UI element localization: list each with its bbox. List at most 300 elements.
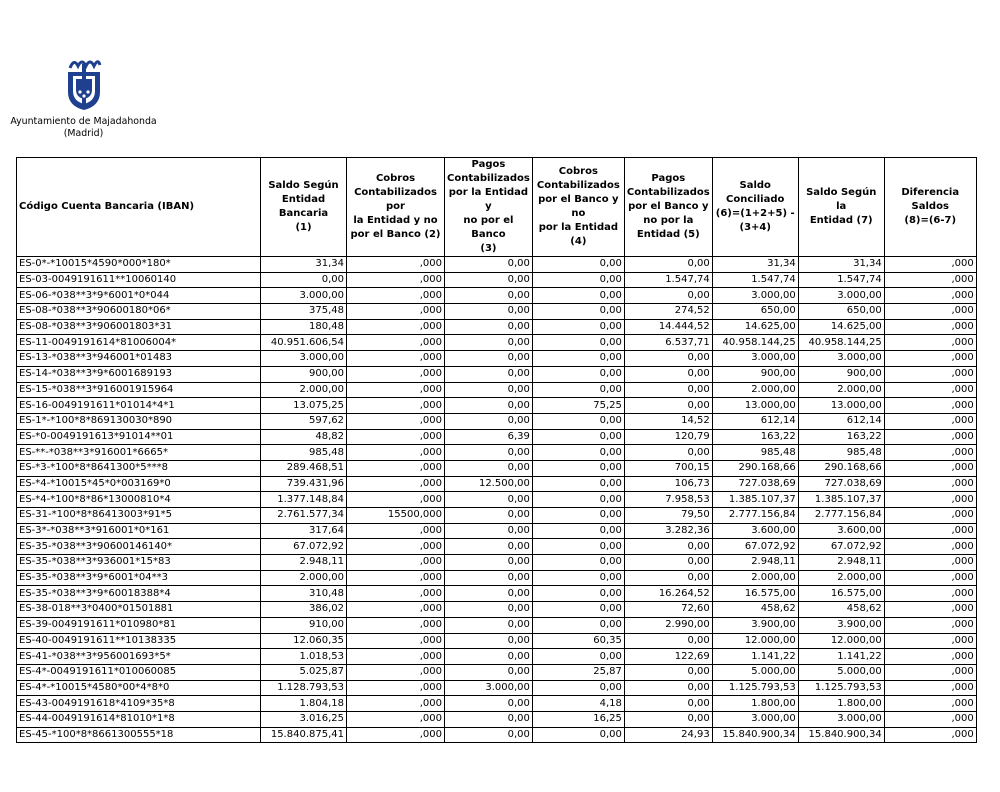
cell-iban: ES-35-*038**3*9*6001*04**3 xyxy=(17,570,261,586)
cell-reconciled-balance: 31,34 xyxy=(712,257,798,273)
cell-bank-balance: 3.016,25 xyxy=(261,711,347,727)
cell-bank-payments: 0,00 xyxy=(624,351,712,367)
cell-bank-payments: 0,00 xyxy=(624,696,712,712)
cell-iban: ES-38-018**3*0400*01501881 xyxy=(17,602,261,618)
cell-bank-receipts: 0,00 xyxy=(532,570,624,586)
column-header-line: Cobros xyxy=(558,166,598,177)
cell-entity-payments: 12.500,00 xyxy=(445,476,533,492)
cell-entity-balance: 2.000,00 xyxy=(798,570,884,586)
cell-balance-difference: ,000 xyxy=(884,680,976,696)
cell-reconciled-balance: 1.125.793,53 xyxy=(712,680,798,696)
cell-balance-difference: ,000 xyxy=(884,633,976,649)
cell-bank-receipts: 0,00 xyxy=(532,445,624,461)
cell-bank-payments: 14,52 xyxy=(624,413,712,429)
cell-entity-receipts: ,000 xyxy=(347,570,445,586)
cell-bank-balance: 31,34 xyxy=(261,257,347,273)
cell-bank-payments: 120,79 xyxy=(624,429,712,445)
cell-entity-receipts: ,000 xyxy=(347,304,445,320)
cell-bank-receipts: 0,00 xyxy=(532,382,624,398)
cell-balance-difference: ,000 xyxy=(884,272,976,288)
cell-bank-receipts: 0,00 xyxy=(532,539,624,555)
cell-balance-difference: ,000 xyxy=(884,460,976,476)
column-header-bank-receipts xyxy=(532,158,624,257)
cell-balance-difference: ,000 xyxy=(884,304,976,320)
coat-of-arms-icon xyxy=(64,56,104,112)
cell-entity-receipts: ,000 xyxy=(347,539,445,555)
cell-entity-payments: 0,00 xyxy=(445,570,533,586)
cell-balance-difference: ,000 xyxy=(884,727,976,743)
cell-entity-payments: 0,00 xyxy=(445,727,533,743)
column-header-line: (3+4) xyxy=(739,222,771,233)
cell-reconciled-balance: 727.038,69 xyxy=(712,476,798,492)
cell-entity-receipts: ,000 xyxy=(347,664,445,680)
cell-iban: ES-13-*038**3*946001*01483 xyxy=(17,351,261,367)
cell-bank-payments: 16.264,52 xyxy=(624,586,712,602)
cell-entity-receipts: ,000 xyxy=(347,523,445,539)
cell-iban: ES-*0-0049191613*91014**01 xyxy=(17,429,261,445)
column-header-balance-difference xyxy=(884,158,976,257)
cell-bank-payments: 0,00 xyxy=(624,711,712,727)
cell-balance-difference: ,000 xyxy=(884,382,976,398)
cell-bank-balance: 985,48 xyxy=(261,445,347,461)
cell-balance-difference: ,000 xyxy=(884,445,976,461)
table-row xyxy=(17,539,977,555)
cell-bank-receipts: 0,00 xyxy=(532,727,624,743)
cell-bank-receipts: 0,00 xyxy=(532,508,624,524)
cell-bank-payments: 0,00 xyxy=(624,664,712,680)
cell-entity-receipts: ,000 xyxy=(347,366,445,382)
cell-bank-receipts: 0,00 xyxy=(532,649,624,665)
column-header-reconciled-balance xyxy=(712,158,798,257)
cell-entity-receipts: ,000 xyxy=(347,586,445,602)
cell-entity-payments: 0,00 xyxy=(445,617,533,633)
cell-bank-payments: 0,00 xyxy=(624,257,712,273)
cell-iban: ES-40-0049191611**10138335 xyxy=(17,633,261,649)
cell-iban: ES-14-*038**3*9*6001689193 xyxy=(17,366,261,382)
cell-bank-receipts: 0,00 xyxy=(532,257,624,273)
cell-balance-difference: ,000 xyxy=(884,476,976,492)
cell-bank-receipts: 0,00 xyxy=(532,272,624,288)
table-row xyxy=(17,633,977,649)
cell-entity-payments: 0,00 xyxy=(445,633,533,649)
cell-bank-payments: 3.282,36 xyxy=(624,523,712,539)
cell-bank-payments: 0,00 xyxy=(624,570,712,586)
cell-iban: ES-16-0049191611*01014*4*1 xyxy=(17,398,261,414)
cell-bank-balance: 15.840.875,41 xyxy=(261,727,347,743)
cell-balance-difference: ,000 xyxy=(884,523,976,539)
cell-balance-difference: ,000 xyxy=(884,398,976,414)
cell-entity-balance: 67.072,92 xyxy=(798,539,884,555)
cell-entity-receipts: ,000 xyxy=(347,649,445,665)
cell-entity-balance: 5.000,00 xyxy=(798,664,884,680)
cell-bank-balance: 48,82 xyxy=(261,429,347,445)
cell-entity-receipts: ,000 xyxy=(347,445,445,461)
cell-bank-payments: 106,73 xyxy=(624,476,712,492)
cell-entity-receipts: ,000 xyxy=(347,492,445,508)
cell-bank-balance: 386,02 xyxy=(261,602,347,618)
column-header-line: (3) xyxy=(480,243,497,254)
cell-bank-receipts: 0,00 xyxy=(532,680,624,696)
column-header-line: por la Entidad (4) xyxy=(538,222,619,247)
cell-entity-receipts: ,000 xyxy=(347,711,445,727)
cell-entity-payments: 0,00 xyxy=(445,413,533,429)
cell-bank-payments: 0,00 xyxy=(624,633,712,649)
column-header-line: (8)=(6-7) xyxy=(904,215,957,226)
cell-iban: ES-08-*038**3*906001803*31 xyxy=(17,319,261,335)
cell-entity-receipts: ,000 xyxy=(347,460,445,476)
table-row xyxy=(17,335,977,351)
cell-bank-payments: 1.547,74 xyxy=(624,272,712,288)
table-row xyxy=(17,304,977,320)
column-header-line: por el Banco y xyxy=(628,201,709,212)
cell-reconciled-balance: 14.625,00 xyxy=(712,319,798,335)
column-header-bank-balance xyxy=(261,158,347,257)
column-header-line: Pagos xyxy=(471,159,506,170)
cell-entity-receipts: ,000 xyxy=(347,617,445,633)
cell-entity-balance: 650,00 xyxy=(798,304,884,320)
cell-iban: ES-44-0049191614*81010*1*8 xyxy=(17,711,261,727)
cell-iban: ES-45-*100*8*8661300555*18 xyxy=(17,727,261,743)
table-row xyxy=(17,492,977,508)
cell-entity-payments: 0,00 xyxy=(445,319,533,335)
cell-balance-difference: ,000 xyxy=(884,570,976,586)
cell-reconciled-balance: 985,48 xyxy=(712,445,798,461)
cell-entity-balance: 163,22 xyxy=(798,429,884,445)
cell-entity-payments: 0,00 xyxy=(445,351,533,367)
cell-entity-payments: 0,00 xyxy=(445,366,533,382)
cell-bank-receipts: 0,00 xyxy=(532,617,624,633)
cell-bank-balance: 1.018,53 xyxy=(261,649,347,665)
cell-bank-receipts: 0,00 xyxy=(532,304,624,320)
cell-reconciled-balance: 612,14 xyxy=(712,413,798,429)
cell-bank-receipts: 75,25 xyxy=(532,398,624,414)
cell-bank-receipts: 0,00 xyxy=(532,523,624,539)
cell-entity-balance: 3.000,00 xyxy=(798,351,884,367)
cell-entity-payments: 0,00 xyxy=(445,304,533,320)
cell-reconciled-balance: 1.800,00 xyxy=(712,696,798,712)
cell-entity-receipts: ,000 xyxy=(347,602,445,618)
column-header-line: la Entidad y no xyxy=(353,215,438,226)
cell-balance-difference: ,000 xyxy=(884,413,976,429)
table-row xyxy=(17,555,977,571)
table-row xyxy=(17,649,977,665)
cell-iban: ES-11-0049191614*81006004* xyxy=(17,335,261,351)
cell-entity-receipts: ,000 xyxy=(347,335,445,351)
cell-entity-receipts: ,000 xyxy=(347,413,445,429)
cell-bank-balance: 317,64 xyxy=(261,523,347,539)
column-header-line: por el Banco y no xyxy=(538,194,619,219)
cell-bank-balance: 375,48 xyxy=(261,304,347,320)
cell-bank-receipts: 0,00 xyxy=(532,429,624,445)
cell-bank-payments: 7.958,53 xyxy=(624,492,712,508)
cell-reconciled-balance: 13.000,00 xyxy=(712,398,798,414)
cell-entity-balance: 1.800,00 xyxy=(798,696,884,712)
column-header-line: Diferencia Saldos xyxy=(901,187,960,212)
cell-entity-payments: 0,00 xyxy=(445,696,533,712)
cell-bank-receipts: 0,00 xyxy=(532,555,624,571)
cell-entity-payments: 0,00 xyxy=(445,492,533,508)
column-header-entity-receipts xyxy=(347,158,445,257)
cell-bank-payments: 72,60 xyxy=(624,602,712,618)
cell-reconciled-balance: 40.958.144,25 xyxy=(712,335,798,351)
table-row xyxy=(17,272,977,288)
table-row xyxy=(17,586,977,602)
cell-iban: ES-03-0049191611**10060140 xyxy=(17,272,261,288)
cell-iban: ES-35-*038**3*90600146140* xyxy=(17,539,261,555)
cell-bank-payments: 0,00 xyxy=(624,539,712,555)
table-row xyxy=(17,727,977,743)
table-row xyxy=(17,460,977,476)
cell-reconciled-balance: 2.000,00 xyxy=(712,382,798,398)
cell-entity-payments: 0,00 xyxy=(445,586,533,602)
cell-reconciled-balance: 3.900,00 xyxy=(712,617,798,633)
table-row xyxy=(17,508,977,524)
cell-bank-payments: 0,00 xyxy=(624,288,712,304)
column-header-line: por la Entidad y xyxy=(448,187,529,212)
cell-reconciled-balance: 15.840.900,34 xyxy=(712,727,798,743)
cell-entity-balance: 3.600,00 xyxy=(798,523,884,539)
cell-balance-difference: ,000 xyxy=(884,508,976,524)
cell-entity-receipts: ,000 xyxy=(347,633,445,649)
cell-entity-balance: 12.000,00 xyxy=(798,633,884,649)
column-header-bank-payments xyxy=(624,158,712,257)
cell-entity-receipts: ,000 xyxy=(347,257,445,273)
cell-reconciled-balance: 3.000,00 xyxy=(712,351,798,367)
cell-entity-balance: 900,00 xyxy=(798,366,884,382)
cell-bank-receipts: 0,00 xyxy=(532,602,624,618)
cell-bank-balance: 2.948,11 xyxy=(261,555,347,571)
cell-reconciled-balance: 2.777.156,84 xyxy=(712,508,798,524)
cell-entity-receipts: ,000 xyxy=(347,476,445,492)
cell-bank-receipts: 0,00 xyxy=(532,319,624,335)
cell-balance-difference: ,000 xyxy=(884,366,976,382)
cell-bank-receipts: 0,00 xyxy=(532,586,624,602)
cell-entity-balance: 985,48 xyxy=(798,445,884,461)
cell-bank-receipts: 0,00 xyxy=(532,460,624,476)
cell-bank-payments: 24,93 xyxy=(624,727,712,743)
cell-entity-payments: 0,00 xyxy=(445,649,533,665)
cell-entity-payments: 0,00 xyxy=(445,555,533,571)
cell-bank-balance: 2.761.577,34 xyxy=(261,508,347,524)
cell-reconciled-balance: 163,22 xyxy=(712,429,798,445)
cell-entity-balance: 1.141,22 xyxy=(798,649,884,665)
cell-entity-balance: 727.038,69 xyxy=(798,476,884,492)
table-row xyxy=(17,351,977,367)
cell-reconciled-balance: 1.141,22 xyxy=(712,649,798,665)
cell-entity-receipts: ,000 xyxy=(347,727,445,743)
column-header-line: Cobros xyxy=(375,173,416,184)
cell-iban: ES-41-*038**3*956001693*5* xyxy=(17,649,261,665)
table-row xyxy=(17,319,977,335)
cell-bank-receipts: 0,00 xyxy=(532,351,624,367)
cell-bank-balance: 40.951.606,54 xyxy=(261,335,347,351)
bank-reconciliation-table xyxy=(16,157,977,743)
cell-balance-difference: ,000 xyxy=(884,335,976,351)
cell-iban: ES-08-*038**3*90600180*06* xyxy=(17,304,261,320)
cell-entity-receipts: ,000 xyxy=(347,555,445,571)
column-header-iban xyxy=(17,158,261,257)
cell-iban: ES-15-*038**3*916001915964 xyxy=(17,382,261,398)
cell-entity-payments: 0,00 xyxy=(445,272,533,288)
cell-bank-payments: 0,00 xyxy=(624,445,712,461)
cell-entity-receipts: ,000 xyxy=(347,696,445,712)
cell-entity-balance: 40.958.144,25 xyxy=(798,335,884,351)
table-row xyxy=(17,602,977,618)
table-row xyxy=(17,711,977,727)
cell-entity-payments: 0,00 xyxy=(445,398,533,414)
column-header-line: Contabilizados xyxy=(447,173,530,184)
cell-bank-payments: 6.537,71 xyxy=(624,335,712,351)
cell-balance-difference: ,000 xyxy=(884,429,976,445)
column-header-line: Entidad (5) xyxy=(636,229,700,240)
cell-reconciled-balance: 67.072,92 xyxy=(712,539,798,555)
cell-entity-payments: 6,39 xyxy=(445,429,533,445)
cell-bank-balance: 12.060,35 xyxy=(261,633,347,649)
cell-reconciled-balance: 16.575,00 xyxy=(712,586,798,602)
table-row xyxy=(17,476,977,492)
cell-entity-payments: 0,00 xyxy=(445,460,533,476)
table-row xyxy=(17,413,977,429)
cell-entity-payments: 0,00 xyxy=(445,508,533,524)
cell-entity-receipts: ,000 xyxy=(347,382,445,398)
cell-iban: ES-*3-*100*8*8641300*5***8 xyxy=(17,460,261,476)
column-header-line: por el Banco (2) xyxy=(350,229,441,240)
cell-balance-difference: ,000 xyxy=(884,602,976,618)
cell-balance-difference: ,000 xyxy=(884,649,976,665)
cell-entity-balance: 3.000,00 xyxy=(798,711,884,727)
cell-bank-payments: 14.444,52 xyxy=(624,319,712,335)
cell-iban: ES-43-0049191618*4109*35*8 xyxy=(17,696,261,712)
cell-entity-balance: 2.000,00 xyxy=(798,382,884,398)
table-row xyxy=(17,617,977,633)
cell-reconciled-balance: 1.385.107,37 xyxy=(712,492,798,508)
column-header-line: Entidad (7) xyxy=(809,215,873,226)
table-row xyxy=(17,696,977,712)
column-header-entity-payments xyxy=(445,158,533,257)
table-body xyxy=(17,257,977,743)
cell-iban: ES-**-*038**3*916001*6665* xyxy=(17,445,261,461)
cell-bank-payments: 79,50 xyxy=(624,508,712,524)
cell-bank-balance: 310,48 xyxy=(261,586,347,602)
column-header-entity-balance xyxy=(798,158,884,257)
cell-balance-difference: ,000 xyxy=(884,664,976,680)
organization-location: (Madrid) xyxy=(63,128,104,139)
cell-bank-payments: 0,00 xyxy=(624,366,712,382)
cell-entity-payments: 3.000,00 xyxy=(445,680,533,696)
cell-balance-difference: ,000 xyxy=(884,288,976,304)
cell-reconciled-balance: 650,00 xyxy=(712,304,798,320)
cell-bank-balance: 2.000,00 xyxy=(261,382,347,398)
cell-entity-balance: 15.840.900,34 xyxy=(798,727,884,743)
cell-bank-balance: 3.000,00 xyxy=(261,288,347,304)
cell-entity-balance: 2.948,11 xyxy=(798,555,884,571)
cell-bank-payments: 2.990,00 xyxy=(624,617,712,633)
cell-entity-receipts: ,000 xyxy=(347,429,445,445)
column-header-line: (1) xyxy=(295,222,312,233)
cell-bank-payments: 122,69 xyxy=(624,649,712,665)
table-row xyxy=(17,523,977,539)
cell-bank-balance: 289.468,51 xyxy=(261,460,347,476)
cell-reconciled-balance: 2.000,00 xyxy=(712,570,798,586)
cell-bank-balance: 2.000,00 xyxy=(261,570,347,586)
cell-iban: ES-3*-*038**3*916001*0*161 xyxy=(17,523,261,539)
cell-entity-receipts: ,000 xyxy=(347,288,445,304)
cell-entity-balance: 1.385.107,37 xyxy=(798,492,884,508)
cell-balance-difference: ,000 xyxy=(884,696,976,712)
cell-bank-balance: 739.431,96 xyxy=(261,476,347,492)
cell-reconciled-balance: 3.000,00 xyxy=(712,711,798,727)
cell-reconciled-balance: 290.168,66 xyxy=(712,460,798,476)
cell-iban: ES-1*-*100*8*869130030*890 xyxy=(17,413,261,429)
cell-bank-receipts: 0,00 xyxy=(532,335,624,351)
cell-bank-balance: 1.804,18 xyxy=(261,696,347,712)
cell-entity-balance: 2.777.156,84 xyxy=(798,508,884,524)
cell-bank-balance: 910,00 xyxy=(261,617,347,633)
cell-balance-difference: ,000 xyxy=(884,539,976,555)
column-header-line: Código Cuenta Bancaria (IBAN) xyxy=(19,201,195,212)
cell-bank-balance: 0,00 xyxy=(261,272,347,288)
cell-entity-balance: 1.547,74 xyxy=(798,272,884,288)
cell-reconciled-balance: 12.000,00 xyxy=(712,633,798,649)
table-row xyxy=(17,570,977,586)
cell-entity-receipts: ,000 xyxy=(347,272,445,288)
cell-entity-payments: 0,00 xyxy=(445,602,533,618)
cell-entity-payments: 0,00 xyxy=(445,445,533,461)
cell-balance-difference: ,000 xyxy=(884,319,976,335)
cell-entity-payments: 0,00 xyxy=(445,335,533,351)
cell-entity-balance: 13.000,00 xyxy=(798,398,884,414)
cell-bank-payments: 700,15 xyxy=(624,460,712,476)
cell-entity-receipts: ,000 xyxy=(347,319,445,335)
column-header-line: Saldo Según xyxy=(268,180,339,191)
cell-iban: ES-35-*038**3*936001*15*83 xyxy=(17,555,261,571)
cell-iban: ES-35-*038**3*9*60018388*4 xyxy=(17,586,261,602)
cell-entity-payments: 0,00 xyxy=(445,257,533,273)
table-row xyxy=(17,429,977,445)
cell-entity-receipts: ,000 xyxy=(347,351,445,367)
cell-reconciled-balance: 3.600,00 xyxy=(712,523,798,539)
cell-iban: ES-39-0049191611*010980*81 xyxy=(17,617,261,633)
cell-entity-receipts: ,000 xyxy=(347,680,445,696)
cell-bank-receipts: 0,00 xyxy=(532,413,624,429)
column-header-line: Contabilizados por xyxy=(354,187,437,212)
cell-bank-balance: 5.025,87 xyxy=(261,664,347,680)
column-header-line: no por la xyxy=(643,215,694,226)
cell-bank-receipts: 25,87 xyxy=(532,664,624,680)
cell-bank-balance: 3.000,00 xyxy=(261,351,347,367)
column-header-line: Entidad Bancaria xyxy=(278,194,329,219)
organization-name: Ayuntamiento de Majadahonda xyxy=(10,116,157,127)
cell-bank-receipts: 0,00 xyxy=(532,288,624,304)
cell-iban: ES-31-*100*8*86413003*91*5 xyxy=(17,508,261,524)
cell-bank-payments: 0,00 xyxy=(624,680,712,696)
cell-entity-balance: 3.000,00 xyxy=(798,288,884,304)
cell-reconciled-balance: 458,62 xyxy=(712,602,798,618)
cell-balance-difference: ,000 xyxy=(884,492,976,508)
table-row xyxy=(17,445,977,461)
cell-entity-receipts: ,000 xyxy=(347,398,445,414)
cell-iban: ES-4*-*10015*4580*00*4*8*0 xyxy=(17,680,261,696)
cell-bank-payments: 0,00 xyxy=(624,382,712,398)
cell-balance-difference: ,000 xyxy=(884,555,976,571)
cell-reconciled-balance: 2.948,11 xyxy=(712,555,798,571)
table-row xyxy=(17,257,977,273)
cell-entity-balance: 290.168,66 xyxy=(798,460,884,476)
column-header-line: Saldo Según la xyxy=(806,187,877,212)
cell-entity-balance: 612,14 xyxy=(798,413,884,429)
table-header-row xyxy=(17,158,977,257)
cell-entity-balance: 458,62 xyxy=(798,602,884,618)
